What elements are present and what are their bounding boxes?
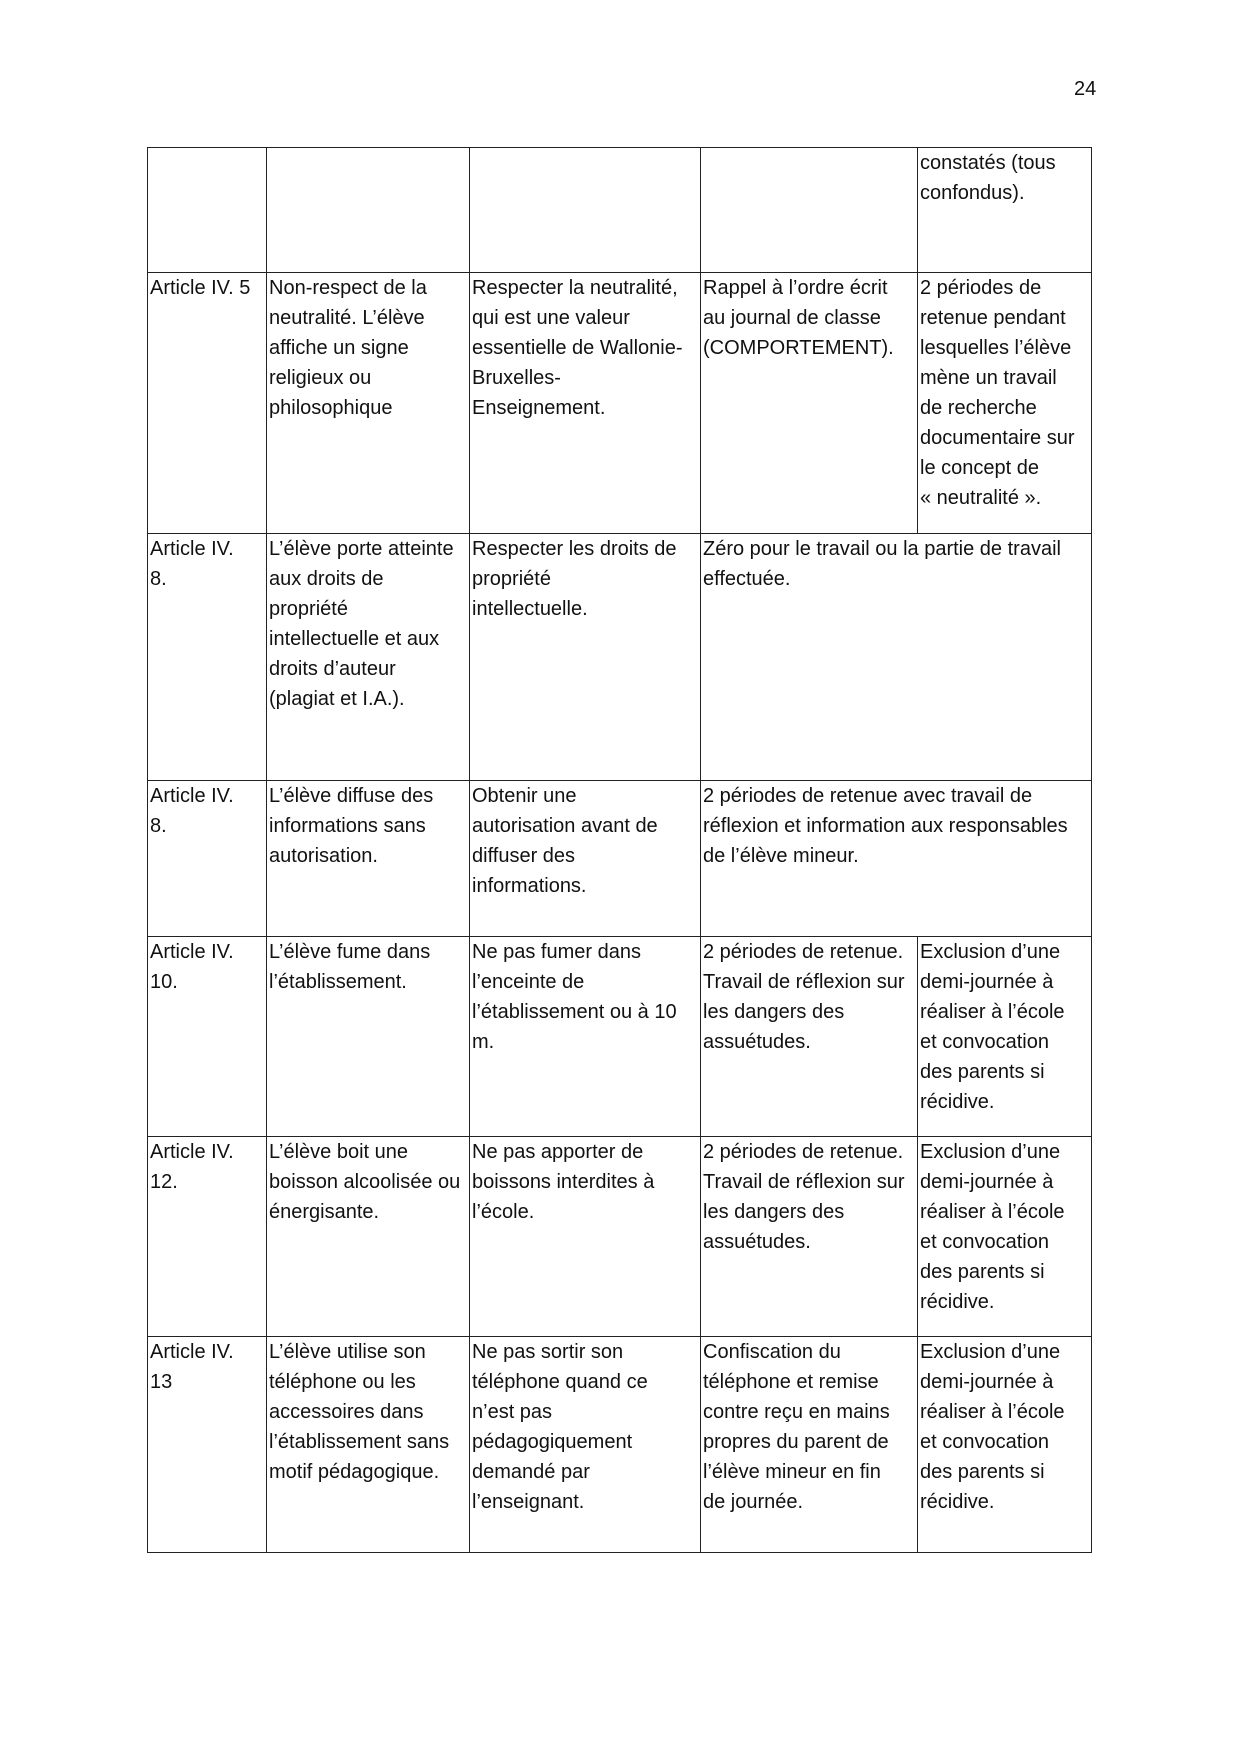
table-cell-repeat-sanction: 2 périodes de retenue pendant lesquelles l’élève mène un travail de recherche documentaire sur le concept de « neutralité ». [918, 273, 1092, 534]
table-cell-objective: Respecter les droits de propriété intellectuelle. [470, 534, 701, 781]
table-cell-sanction [701, 148, 918, 273]
sanctions-table [147, 147, 1092, 1553]
table-row [148, 1137, 1092, 1337]
table-row [148, 781, 1092, 937]
table-cell-objective: Obtenir une autorisation avant de diffuser des informations. [470, 781, 701, 937]
table-cell-sanction: Confiscation du téléphone et remise contre reçu en mains propres du parent de l’élève mineur en fin de journée. [701, 1337, 918, 1553]
table-cell-sanction: Zéro pour le travail ou la partie de travail effectuée. [701, 534, 1092, 781]
table-cell-article: Article IV. 13 [148, 1337, 267, 1553]
table-row [148, 1337, 1092, 1553]
table-cell-repeat-sanction: Exclusion d’une demi-journée à réaliser à l’école et convocation des parents si récidive. [918, 937, 1092, 1137]
table-cell-article: Article IV. 8. [148, 534, 267, 781]
table-cell-sanction: 2 périodes de retenue avec travail de réflexion et information aux responsables de l’élève mineur. [701, 781, 1092, 937]
table-cell-infraction [267, 148, 470, 273]
table-cell-objective: Ne pas apporter de boissons interdites à l’école. [470, 1137, 701, 1337]
table-row [148, 534, 1092, 781]
table-cell-objective: Ne pas fumer dans l’enceinte de l’établissement ou à 10 m. [470, 937, 701, 1137]
table-cell-article: Article IV. 5 [148, 273, 267, 534]
table-cell-article: Article IV. 10. [148, 937, 267, 1137]
table-cell-infraction: L’élève boit une boisson alcoolisée ou énergisante. [267, 1137, 470, 1337]
table-row [148, 273, 1092, 534]
table-cell-infraction: Non-respect de la neutralité. L’élève affiche un signe religieux ou philosophique [267, 273, 470, 534]
table-row [148, 937, 1092, 1137]
page-number: 24 [1074, 78, 1097, 100]
table-cell-article: Article IV. 8. [148, 781, 267, 937]
table-cell-article: Article IV. 12. [148, 1137, 267, 1337]
table-cell-infraction: L’élève fume dans l’établissement. [267, 937, 470, 1137]
table-cell-sanction: Rappel à l’ordre écrit au journal de classe (COMPORTEMENT). [701, 273, 918, 534]
table-cell-repeat-sanction: Exclusion d’une demi-journée à réaliser à l’école et convocation des parents si récidive. [918, 1337, 1092, 1553]
table-row [148, 148, 1092, 273]
table-cell-article [148, 148, 267, 273]
table-cell-repeat-sanction: constatés (tous confondus). [918, 148, 1092, 273]
table-cell-infraction: L’élève diffuse des informations sans autorisation. [267, 781, 470, 937]
table-cell-objective [470, 148, 701, 273]
table-cell-repeat-sanction: Exclusion d’une demi-journée à réaliser à l’école et convocation des parents si récidive. [918, 1137, 1092, 1337]
table-cell-infraction: L’élève utilise son téléphone ou les accessoires dans l’établissement sans motif pédagogique. [267, 1337, 470, 1553]
table-cell-objective: Respecter la neutralité, qui est une valeur essentielle de Wallonie- Bruxelles- Enseignement. [470, 273, 701, 534]
table-cell-sanction: 2 périodes de retenue. Travail de réflexion sur les dangers des assuétudes. [701, 937, 918, 1137]
table-cell-sanction: 2 périodes de retenue. Travail de réflexion sur les dangers des assuétudes. [701, 1137, 918, 1337]
table-cell-objective: Ne pas sortir son téléphone quand ce n’est pas pédagogiquement demandé par l’enseignant. [470, 1337, 701, 1553]
table-cell-infraction: L’élève porte atteinte aux droits de propriété intellectuelle et aux droits d’auteur (plagiat et I.A.). [267, 534, 470, 781]
